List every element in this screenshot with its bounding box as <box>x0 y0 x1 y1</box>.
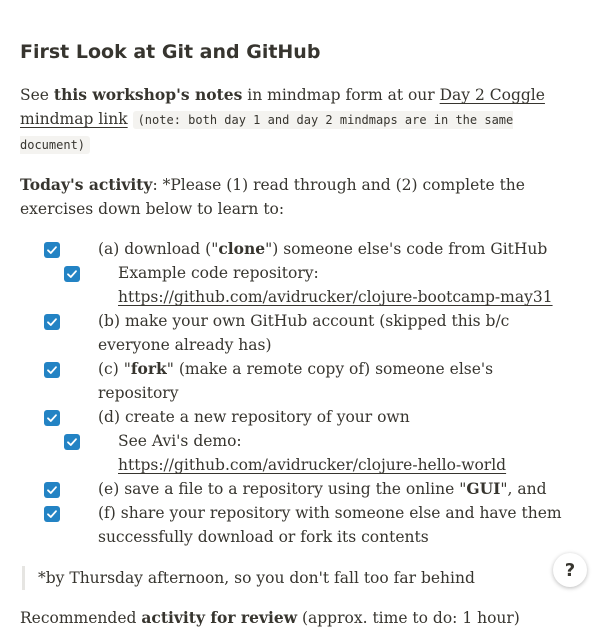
todo-list <box>20 237 570 549</box>
page-content <box>20 38 570 630</box>
notes-middle: in mindmap form at our <box>242 86 440 104</box>
todo-item <box>20 237 570 261</box>
todo-item <box>20 357 570 405</box>
todo-text: ") someone else's code from GitHub <box>265 240 548 258</box>
todo-bold: fork <box>130 359 167 378</box>
checkbox-checked-icon[interactable] <box>64 266 80 282</box>
todo-text: See Avi's demo: <box>118 432 242 450</box>
activity-paragraph <box>20 173 570 221</box>
todo-text: (a) download (" <box>98 240 219 258</box>
review-rest: (approx. time to do: 1 hour) <box>297 609 520 627</box>
todo-text: (c) " <box>98 360 131 378</box>
checkbox-checked-icon[interactable] <box>44 314 60 330</box>
todo-text: (e) save a file to a repository using the online " <box>98 480 467 498</box>
activity-rest: : *Please (1) read through and (2) complete the exercises down below to learn to: <box>20 176 525 218</box>
checkbox-checked-icon[interactable] <box>44 506 60 522</box>
checkbox-checked-icon[interactable] <box>44 482 60 498</box>
todo-text: (f) share your repository with someone else and have them successfully download or fork its contents <box>98 504 562 546</box>
todo-bold: GUI <box>466 479 501 498</box>
todo-item <box>20 309 570 357</box>
todo-bold: clone <box>218 239 266 258</box>
hello-world-repo-link[interactable]: https://github.com/avidrucker/clojure-hello-world <box>118 456 507 474</box>
todo-text: ", and <box>500 480 547 498</box>
checkbox-checked-icon[interactable] <box>44 242 60 258</box>
todo-item <box>20 405 570 429</box>
help-button[interactable] <box>553 553 587 587</box>
checkbox-checked-icon[interactable] <box>44 410 60 426</box>
coggle-mindmap-link[interactable]: Day 2 Coggle mindmap link <box>20 86 545 128</box>
todo-subitem <box>20 429 570 477</box>
todo-item <box>20 501 570 549</box>
notes-bold: this workshop's notes <box>53 85 243 104</box>
todo-subitem <box>20 261 570 309</box>
checkbox-checked-icon[interactable] <box>44 362 60 378</box>
review-prefix: Recommended <box>20 609 142 627</box>
review-paragraph <box>20 606 570 630</box>
bootcamp-repo-link[interactable]: https://github.com/avidrucker/clojure-bootcamp-may31 <box>118 288 553 306</box>
notes-paragraph <box>20 83 570 157</box>
todo-item <box>20 477 570 501</box>
page-heading: First Look at Git and GitHub <box>20 41 321 63</box>
todo-text: Example code repository: <box>118 264 319 282</box>
todo-text: (b) make your own GitHub account (skipped this b/c everyone already has) <box>98 312 510 354</box>
help-question-icon: ? <box>564 559 576 581</box>
checkbox-checked-icon[interactable] <box>64 434 80 450</box>
notes-prefix: See <box>20 86 54 104</box>
todo-text: (d) create a new repository of your own <box>98 408 410 426</box>
todo-text: " (make a remote copy of) someone else's repository <box>98 360 494 402</box>
activity-bold: Today's activity <box>20 175 153 194</box>
mindmap-note-code: (note: both day 1 and day 2 mindmaps are in the same document) <box>20 113 514 152</box>
review-bold: activity for review <box>141 608 298 627</box>
quote-text: *by Thursday afternoon, so you don't fall too far behind <box>38 569 475 587</box>
quote-block <box>22 566 570 590</box>
